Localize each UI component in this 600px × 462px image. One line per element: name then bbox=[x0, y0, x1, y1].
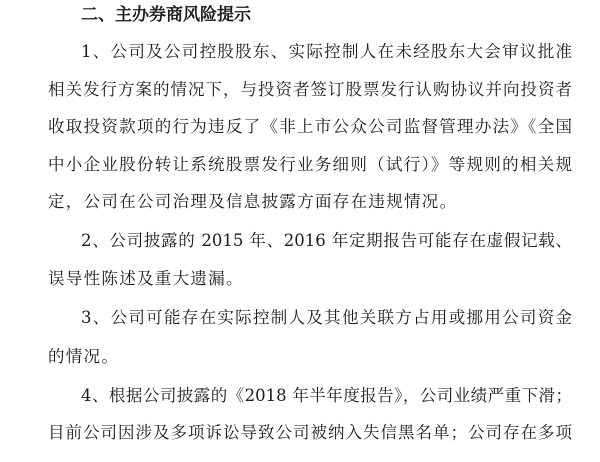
paragraph-line: 目前公司因涉及多项诉讼导致公司被纳入失信黑名单；公司存在多项 bbox=[48, 423, 572, 442]
paragraph-line: 3、公司可能存在实际控制人及其他关联方占用或挪用公司资金 bbox=[81, 308, 572, 327]
paragraph-line: 误导性陈述及重大遗漏。 bbox=[48, 269, 244, 288]
paragraph-line: 定，公司在公司治理及信息披露方面存在违规情况。 bbox=[48, 192, 458, 211]
section-heading: 二、主办券商风险提示 bbox=[81, 5, 251, 25]
paragraph-line: 1、公司及公司控股股东、实际控制人在未经股东大会审议批准 bbox=[81, 42, 572, 61]
paragraph-line: 4、根据公司披露的《2018 年半年度报告》，公司业绩严重下滑； bbox=[81, 386, 572, 405]
paragraph-line: 收取投资款项的行为违反了《非上市公众公司监督管理办法》《全国 bbox=[48, 117, 572, 136]
paragraph-line: 相关发行方案的情况下，与投资者签订股票发行认购协议并向投资者 bbox=[48, 80, 572, 99]
paragraph-line: 的情况。 bbox=[48, 347, 120, 366]
paragraph-line: 中小企业股份转让系统股票发行业务细则（试行）》等规则的相关规 bbox=[48, 155, 572, 174]
paragraph-line: 2、公司披露的 2015 年、2016 年定期报告可能存在虚假记载、 bbox=[81, 231, 572, 250]
